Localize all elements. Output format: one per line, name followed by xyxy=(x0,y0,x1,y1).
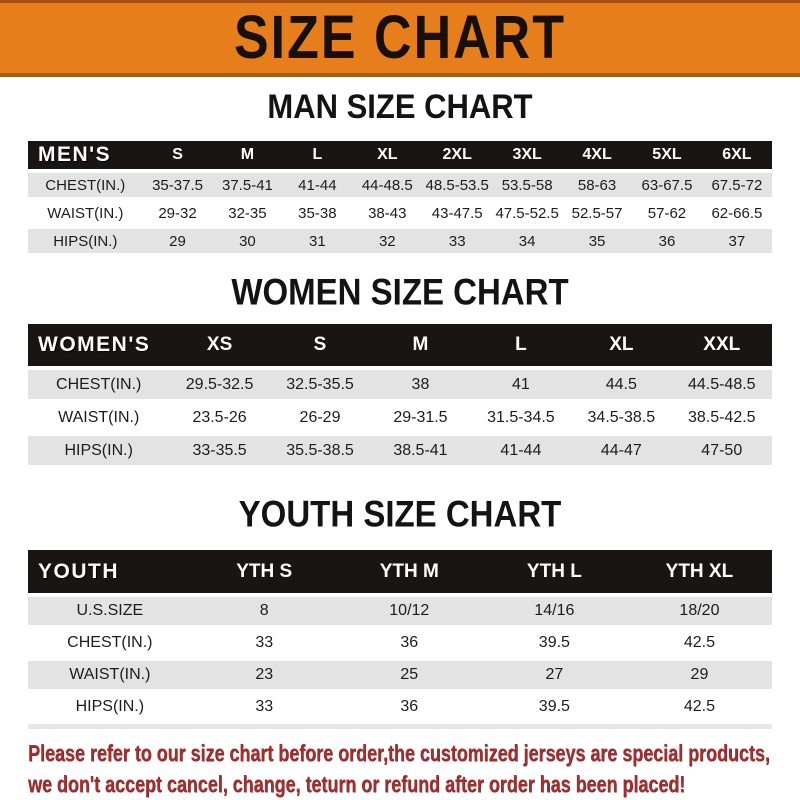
size-column-header: 6XL xyxy=(722,146,752,163)
youth-size-table xyxy=(28,550,772,721)
size-value-cell: 35 xyxy=(588,232,606,250)
table-row xyxy=(28,597,772,625)
size-column-header: S xyxy=(313,334,327,355)
size-value-cell: 31 xyxy=(309,232,326,250)
table-body xyxy=(28,173,772,253)
size-value-cell: 37.5-41 xyxy=(222,176,273,194)
table-title: YOUTH xyxy=(38,559,119,583)
row-label: HIPS(IN.) xyxy=(75,698,145,715)
row-label: CHEST(IN.) xyxy=(56,375,142,393)
row-label: WAIST(IN.) xyxy=(58,408,140,426)
size-value-cell: 44-48.5 xyxy=(361,176,413,194)
size-value-cell: 27 xyxy=(545,666,564,683)
size-column-header: 2XL xyxy=(442,146,472,163)
table-row xyxy=(28,370,772,399)
size-column-header: XL xyxy=(609,334,634,355)
size-value-cell: 44.5 xyxy=(605,375,637,393)
order-disclaimer xyxy=(28,738,772,800)
size-column-header: M xyxy=(412,334,429,355)
size-value-cell: 47-50 xyxy=(701,441,743,459)
row-label: CHEST(IN.) xyxy=(67,634,153,651)
size-value-cell: 34 xyxy=(518,232,536,250)
row-label: HIPS(IN.) xyxy=(53,232,118,250)
table-row xyxy=(28,629,772,657)
size-value-cell: 18/20 xyxy=(679,602,720,619)
man-section-heading-text: MAN SIZE CHART xyxy=(267,86,533,127)
size-column-header: 4XL xyxy=(582,146,612,163)
size-value-cell: 31.5-34.5 xyxy=(487,408,555,426)
row-label: WAIST(IN.) xyxy=(69,666,151,683)
table-footer-strip xyxy=(28,724,772,729)
page-title: SIZE CHART xyxy=(234,3,566,73)
size-value-cell: 38.5-41 xyxy=(393,441,448,459)
size-value-cell: 33 xyxy=(448,232,466,250)
size-value-cell: 23 xyxy=(255,666,274,683)
table-row xyxy=(28,661,772,689)
row-label: CHEST(IN.) xyxy=(45,176,126,194)
size-column-header: XL xyxy=(377,146,398,163)
size-value-cell: 26-29 xyxy=(299,408,341,426)
size-value-cell: 33 xyxy=(255,698,274,715)
size-column-header: XXL xyxy=(703,334,741,355)
size-value-cell: 10/12 xyxy=(389,602,430,619)
size-value-cell: 32.5-35.5 xyxy=(286,375,354,393)
size-value-cell: 29 xyxy=(169,232,186,250)
size-value-cell: 62-66.5 xyxy=(711,204,763,222)
size-value-cell: 38-43 xyxy=(368,204,407,222)
size-column-header: YTH L xyxy=(526,560,582,582)
table-header-bar xyxy=(28,324,772,366)
size-value-cell: 38 xyxy=(411,375,430,393)
youth-section-heading-text: YOUTH SIZE CHART xyxy=(238,492,562,535)
size-value-cell: 32 xyxy=(378,232,396,250)
row-label: U.S.SIZE xyxy=(76,602,144,619)
size-value-cell: 48.5-53.5 xyxy=(425,176,489,194)
size-value-cell: 36 xyxy=(400,698,419,715)
size-value-cell: 35.5-38.5 xyxy=(286,441,354,459)
size-column-header: XS xyxy=(206,334,233,355)
size-value-cell: 29-32 xyxy=(158,204,197,222)
row-label: WAIST(IN.) xyxy=(47,204,124,222)
table-row xyxy=(28,693,772,721)
size-value-cell: 42.5 xyxy=(683,634,716,651)
size-column-header: YTH M xyxy=(379,560,439,582)
size-value-cell: 63-67.5 xyxy=(641,176,693,194)
size-column-header: M xyxy=(240,146,255,163)
size-value-cell: 47.5-52.5 xyxy=(495,204,559,222)
size-value-cell: 43-47.5 xyxy=(431,204,483,222)
man-section-heading xyxy=(0,86,800,127)
size-value-cell: 35-37.5 xyxy=(152,176,203,194)
size-column-header: YTH S xyxy=(236,560,293,582)
table-body xyxy=(28,370,772,465)
table-row xyxy=(28,173,772,197)
row-label: HIPS(IN.) xyxy=(64,441,133,459)
disclaimer-line-1: Please refer to our size chart before order,the customized jerseys are special products, xyxy=(28,740,770,766)
size-value-cell: 44-47 xyxy=(600,441,642,459)
size-value-cell: 67.5-72 xyxy=(711,176,763,194)
size-column-header: 3XL xyxy=(512,146,542,163)
man-size-table xyxy=(28,141,772,253)
size-column-header: L xyxy=(312,146,323,163)
size-value-cell: 41-44 xyxy=(298,176,337,194)
size-column-header: L xyxy=(515,334,527,355)
size-value-cell: 29.5-32.5 xyxy=(185,375,254,393)
size-value-cell: 30 xyxy=(239,232,256,250)
size-value-cell: 36 xyxy=(400,634,419,651)
table-row xyxy=(28,436,772,465)
size-value-cell: 37 xyxy=(728,232,746,250)
table-title: WOMEN'S xyxy=(38,333,151,356)
table-row xyxy=(28,403,772,432)
size-column-header: S xyxy=(172,146,183,163)
table-row xyxy=(28,201,772,225)
size-value-cell: 33 xyxy=(255,634,274,651)
size-value-cell: 44.5-48.5 xyxy=(687,375,756,393)
size-value-cell: 29 xyxy=(690,666,709,683)
table-title: MEN'S xyxy=(38,143,112,166)
size-column-header: YTH XL xyxy=(665,560,734,582)
size-value-cell: 42.5 xyxy=(683,698,716,715)
size-value-cell: 8 xyxy=(259,602,269,619)
size-value-cell: 14/16 xyxy=(534,602,575,619)
size-value-cell: 39.5 xyxy=(538,698,570,715)
youth-section-heading xyxy=(0,492,800,535)
size-value-cell: 41 xyxy=(511,375,530,393)
table-header-bar xyxy=(28,550,772,593)
table-body xyxy=(28,597,772,721)
size-value-cell: 41-44 xyxy=(500,441,542,459)
size-value-cell: 58-63 xyxy=(577,176,617,194)
size-value-cell: 33-35.5 xyxy=(192,441,247,459)
size-value-cell: 35-38 xyxy=(298,204,337,222)
size-value-cell: 39.5 xyxy=(538,634,570,651)
size-column-header: 5XL xyxy=(652,146,682,163)
women-section-heading xyxy=(0,270,800,313)
size-value-cell: 38.5-42.5 xyxy=(687,408,756,426)
size-value-cell: 23.5-26 xyxy=(192,408,247,426)
size-chart-banner xyxy=(0,0,800,77)
size-value-cell: 36 xyxy=(658,232,676,250)
table-header-bar xyxy=(28,141,772,169)
size-value-cell: 52.5-57 xyxy=(571,204,623,222)
size-value-cell: 25 xyxy=(400,666,419,683)
table-row xyxy=(28,229,772,253)
disclaimer-line-2: we don't accept cancel, change, teturn or refund after order has been placed! xyxy=(28,771,686,797)
women-section-heading-text: WOMEN SIZE CHART xyxy=(231,270,569,313)
size-value-cell: 57-62 xyxy=(647,204,687,222)
size-value-cell: 53.5-58 xyxy=(501,176,553,194)
size-value-cell: 32-35 xyxy=(228,204,267,222)
size-value-cell: 34.5-38.5 xyxy=(587,408,656,426)
women-size-table xyxy=(28,324,772,465)
size-value-cell: 29-31.5 xyxy=(393,408,448,426)
